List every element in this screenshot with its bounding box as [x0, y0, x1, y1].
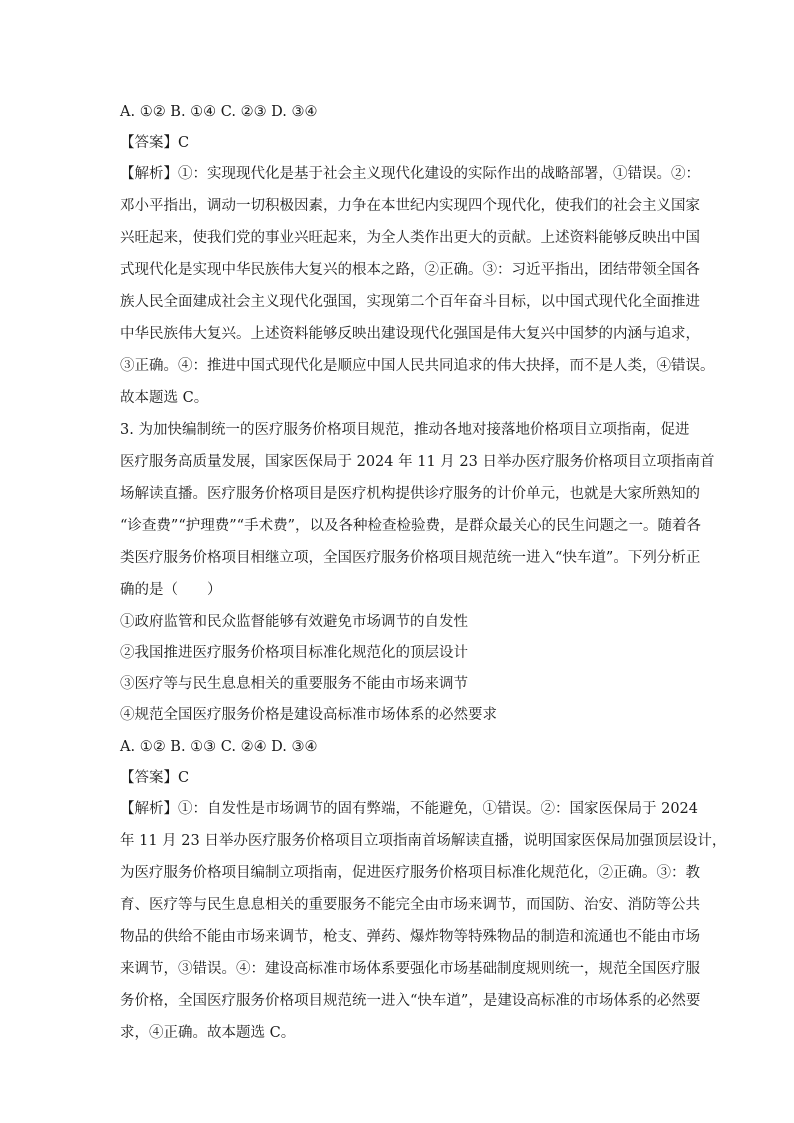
- q3-stem-line: 场解读直播。医疗服务价格项目是医疗机构提供诊疗服务的计价单元，也就是大家所熟知的: [120, 486, 700, 502]
- q2-analysis-line: 邓小平指出，调动一切积极因素，力争在本世纪内实现四个现代化，使我们的社会主义国家: [120, 198, 700, 214]
- q2-analysis-line: 故本题选 C。: [120, 390, 209, 406]
- q3-stem-line: 3. 为加快编制统一的医疗服务价格项目规范，推动各地对接落地价格项目立项指南，促进: [120, 422, 690, 438]
- q3-stem-line: “诊查费”“护理费”“手术费”，以及各种检查检验费，是群众最关心的民生问题之一。随着各: [120, 518, 701, 534]
- q3-analysis-line: 来调节，③错误。④：建设高标准市场体系要强化市场基础制度规则统一，规范全国医疗服: [120, 961, 700, 977]
- q2-analysis-line: 中华民族伟大复兴。上述资料能够反映出建设现代化强国是伟大复兴中国梦的内涵与追求，: [120, 326, 700, 342]
- q3-stem-line: 医疗服务高质量发展，国家医保局于 2024 年 11 月 23 日举办医疗服务价格项目立项指南首: [120, 454, 715, 470]
- q3-stem-line: 类医疗服务价格项目相继立项，全国医疗服务价格项目规范统一进入“快车道”。下列分析正: [120, 550, 701, 566]
- q3-analysis-line: 求，④正确。故本题选 C。: [120, 1025, 296, 1041]
- q2-analysis-line: 式现代化是实现中华民族伟大复兴的根本之路，②正确。③：习近平指出，团结带领全国各: [120, 262, 700, 278]
- q3-answer: 【答案】C: [120, 770, 190, 786]
- q3-choice: ①政府监管和民众监督能够有效避免市场调节的自发性: [120, 614, 468, 630]
- q2-analysis-line: 兴旺起来，使我们党的事业兴旺起来，为全人类作出更大的贡献。上述资料能够反映出中国: [120, 230, 700, 246]
- q3-analysis-line: 育、医疗等与民生息息相关的重要服务不能完全由市场来调节，而国防、治安、消防等公共: [120, 897, 700, 913]
- q3-choice: ③医疗等与民生息息相关的重要服务不能由市场来调节: [120, 676, 468, 692]
- q3-analysis-line: 年 11 月 23 日举办医疗服务价格项目立项指南首场解读直播，说明国家医保局加强顶层设计，: [120, 833, 727, 849]
- q2-options: A. ①② B. ①④ C. ②③ D. ③④: [120, 104, 318, 120]
- q3-stem-line: 确的是（ ）: [120, 582, 222, 598]
- q3-analysis-line: 务价格，全国医疗服务价格项目规范统一进入“快车道”，是建设高标准的市场体系的必然要: [120, 993, 701, 1009]
- q3-analysis-line: 为医疗服务价格项目编制立项指南，促进医疗服务价格项目标准化规范化，②正确。③：教: [120, 865, 700, 881]
- q2-answer: 【答案】C: [120, 135, 190, 151]
- q3-analysis-line: 物品的供给不能由市场来调节，枪支、弹药、爆炸物等特殊物品的制造和流通也不能由市场: [120, 929, 700, 945]
- q3-options: A. ①② B. ①③ C. ②④ D. ③④: [120, 739, 318, 755]
- q3-choice: ④规范全国医疗服务价格是建设高标准市场体系的必然要求: [120, 707, 497, 723]
- q3-analysis-line: 【解析】①：自发性是市场调节的固有弊端，不能避免，①错误。②：国家医保局于 2024: [120, 801, 699, 817]
- q2-analysis-line: ③正确。④：推进中国式现代化是顺应中国人民共同追求的伟大抉择，而不是人类，④错误。: [120, 358, 715, 374]
- q2-analysis-line: 族人民全面建成社会主义现代化强国，实现第二个百年奋斗目标，以中国式现代化全面推进: [120, 294, 700, 310]
- q3-choice: ②我国推进医疗服务价格项目标准化规范化的顶层设计: [120, 645, 468, 661]
- q2-analysis-line: 【解析】①：实现现代化是基于社会主义现代化建设的实际作出的战略部署，①错误。②：: [120, 166, 700, 182]
